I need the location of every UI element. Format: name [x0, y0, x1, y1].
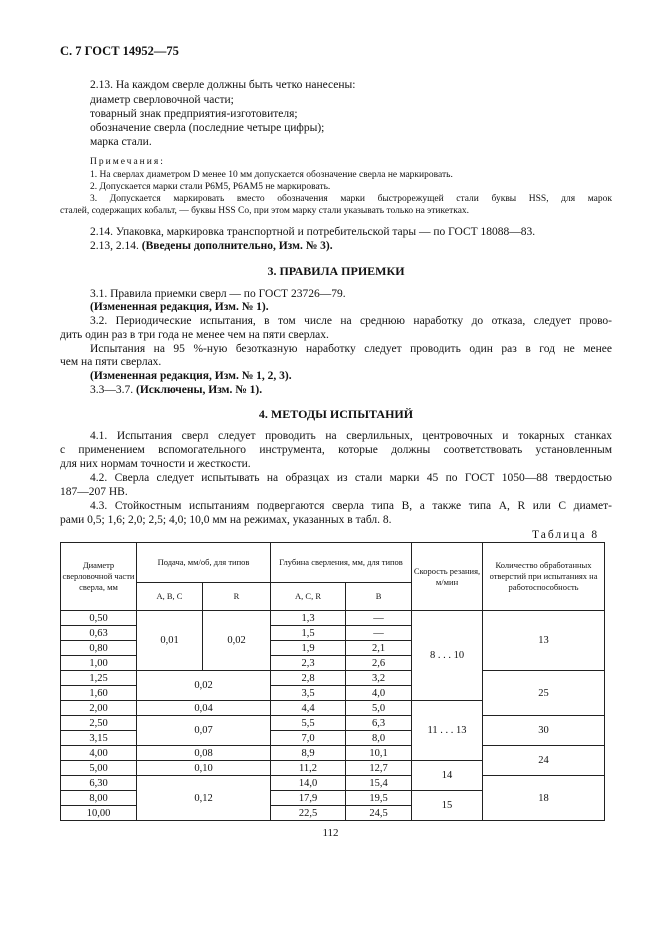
clause-3-2-line-4: чем на пяти сверлах. [60, 356, 162, 368]
cell-depth-acr: 14,0 [271, 776, 346, 791]
cell-depth-acr: 11,2 [271, 761, 346, 776]
page-number: 112 [322, 827, 339, 839]
cell-depth-b: — [346, 611, 412, 626]
cell-depth-b: 15,4 [346, 776, 412, 791]
clause-4-1-line-1: 4.1. Испытания сверл следует проводить на сверлильных, центровочных и токарных станках [90, 430, 612, 442]
header-speed: Скорость резания, м/мин [412, 543, 483, 611]
cell-depth-b: 12,7 [346, 761, 412, 776]
note-1: 1. На сверлах диаметром D менее 10 мм допускается обозначение сверла не маркировать. [90, 170, 453, 180]
clause-3-2-line-2: дить один раз в три года не менее чем на пяти сверлах. [60, 329, 329, 341]
cell-feed: 0,04 [137, 701, 271, 716]
table-row [61, 746, 605, 761]
clause-2-13-item: марка стали. [90, 136, 152, 148]
cell-count: 18 [483, 776, 605, 821]
cell-feed-r: 0,02 [203, 611, 271, 671]
cell-diameter: 1,00 [61, 656, 137, 671]
cell-speed: 15 [412, 791, 483, 821]
cell-depth-b: 19,5 [346, 791, 412, 806]
header-feed-r: R [203, 583, 271, 611]
cell-depth-acr: 1,5 [271, 626, 346, 641]
cell-speed: 14 [412, 761, 483, 791]
cell-depth-b: — [346, 626, 412, 641]
cell-depth-b: 3,2 [346, 671, 412, 686]
clause-4-3-line-1: 4.3. Стойкостным испытаниям подвергаются сверла типа В, а также типа А, R или С диамет- [90, 500, 612, 512]
page-header: С. 7 ГОСТ 14952—75 [60, 44, 179, 58]
clause-4-1-line-3: для них нормам точности и жесткости. [60, 458, 251, 470]
cell-diameter: 5,00 [61, 761, 137, 776]
cell-depth-acr: 5,5 [271, 716, 346, 731]
cell-depth-acr: 1,3 [271, 611, 346, 626]
clause-3-2-line-1: 3.2. Периодические испытания, в том числе на среднюю наработку до отказа, следует прово- [90, 315, 612, 327]
header-depth: Глубина сверления, мм, для типов [271, 543, 412, 583]
cell-diameter: 2,50 [61, 716, 137, 731]
cell-diameter: 0,80 [61, 641, 137, 656]
cell-depth-acr: 1,9 [271, 641, 346, 656]
cell-count: 30 [483, 716, 605, 746]
table-row [61, 611, 605, 626]
clause-4-2-line-2: 187—207 НВ. [60, 486, 128, 498]
clause-4-3-line-2: рами 0,5; 1,6; 2,0; 2,5; 4,0; 10,0 мм на режимах, указанных в табл. 8. [60, 514, 392, 526]
cell-feed: 0,07 [137, 716, 271, 746]
cell-depth-b: 4,0 [346, 686, 412, 701]
cell-diameter: 0,63 [61, 626, 137, 641]
table-row [61, 671, 605, 686]
cell-depth-acr: 3,5 [271, 686, 346, 701]
header-depth-b: В [346, 583, 412, 611]
note-2: 2. Допускается марки стали Р6М5, Р6АМ5 не маркировать. [90, 182, 331, 192]
clause-3-2-edit: (Измененная редакция, Изм. № 1, 2, 3). [90, 370, 292, 382]
table-caption: Таблица 8 [532, 529, 600, 541]
cell-diameter: 1,60 [61, 686, 137, 701]
clause-2-14: 2.14. Упаковка, маркировка транспортной и потребительской тары — по ГОСТ 18088—83. [90, 226, 536, 238]
clause-3-2-line-3: Испытания на 95 %-ную безотказную наработку следует проводить один раз в год не менее [90, 343, 612, 355]
table-row [61, 776, 605, 791]
note-3-line-1: 3. Допускается маркировать вместо обозначения марки быстрорежущей стали буквы HSS, для марок [90, 194, 612, 204]
header-diameter: Диаметр сверловочной части сверла, мм [61, 543, 137, 611]
clause-3-3-note: (Исключены, Изм. № 1). [136, 384, 263, 396]
cell-count: 24 [483, 746, 605, 776]
cell-depth-acr: 2,3 [271, 656, 346, 671]
cell-depth-b: 6,3 [346, 716, 412, 731]
clause-2-13-item: обозначение сверла (последние четыре цифры); [90, 122, 325, 134]
cell-count: 13 [483, 611, 605, 671]
cell-feed: 0,12 [137, 776, 271, 821]
table-row [61, 716, 605, 731]
note-3-line-2: сталей, содержащих кобальт, — буквы HSS Co, при этом марку стали указывать только на этикетках. [60, 206, 470, 216]
clause-2-13-item: товарный знак предприятия-изготовителя; [90, 108, 298, 120]
clause-4-2-line-1: 4.2. Сверла следует испытывать на образцах из стали марки 45 по ГОСТ 1050—88 твердостью [90, 472, 612, 484]
clause-4-1-line-2: с применением вспомогательного инструмента, которые должны соответствовать установленным [60, 444, 612, 456]
cell-diameter: 8,00 [61, 791, 137, 806]
header-feed: Подача, мм/об, для типов [137, 543, 271, 583]
cell-diameter: 10,00 [61, 806, 137, 821]
section-3-title: 3. ПРАВИЛА ПРИЕМКИ [267, 264, 405, 278]
clause-2-13-2-14-ref: 2.13, 2.14. [90, 240, 139, 252]
cell-depth-acr: 22,5 [271, 806, 346, 821]
cell-diameter: 4,00 [61, 746, 137, 761]
cell-depth-b: 5,0 [346, 701, 412, 716]
clause-2-13-2-14-note: (Введены дополнительно, Изм. № 3). [141, 240, 333, 252]
header-depth-acr: А, С, R [271, 583, 346, 611]
cell-feed-abc: 0,01 [137, 611, 203, 671]
header-count: Количество обработанных отверстий при испытаниях на работоспособность [483, 543, 605, 611]
notes-title: Примечания: [90, 157, 165, 167]
header-feed-abc: А, В, С [137, 583, 203, 611]
cell-depth-acr: 8,9 [271, 746, 346, 761]
cell-feed: 0,10 [137, 761, 271, 776]
cell-speed: 8 . . . 10 [412, 611, 483, 701]
cell-depth-acr: 7,0 [271, 731, 346, 746]
cell-speed: 11 . . . 13 [412, 701, 483, 761]
cell-depth-acr: 2,8 [271, 671, 346, 686]
cell-diameter: 3,15 [61, 731, 137, 746]
cell-depth-b: 8,0 [346, 731, 412, 746]
clause-3-1: 3.1. Правила приемки сверл — по ГОСТ 23726—79. [90, 288, 346, 300]
cell-depth-b: 2,1 [346, 641, 412, 656]
cell-depth-acr: 17,9 [271, 791, 346, 806]
clause-3-3-ref: 3.3—3.7. [90, 384, 134, 396]
clause-2-13-intro: 2.13. На каждом сверле должны быть четко нанесены: [90, 79, 356, 91]
table-8 [60, 542, 605, 821]
cell-depth-acr: 4,4 [271, 701, 346, 716]
cell-feed: 0,08 [137, 746, 271, 761]
cell-diameter: 1,25 [61, 671, 137, 686]
cell-feed: 0,02 [137, 671, 271, 701]
cell-depth-b: 2,6 [346, 656, 412, 671]
clause-3-1-edit: (Измененная редакция, Изм. № 1). [90, 301, 269, 313]
cell-diameter: 2,00 [61, 701, 137, 716]
cell-depth-b: 24,5 [346, 806, 412, 821]
cell-diameter: 0,50 [61, 611, 137, 626]
section-4-title: 4. МЕТОДЫ ИСПЫТАНИЙ [258, 407, 414, 421]
clause-2-13-item: диаметр сверловочной части; [90, 94, 234, 106]
cell-depth-b: 10,1 [346, 746, 412, 761]
cell-diameter: 6,30 [61, 776, 137, 791]
cell-count: 25 [483, 671, 605, 716]
